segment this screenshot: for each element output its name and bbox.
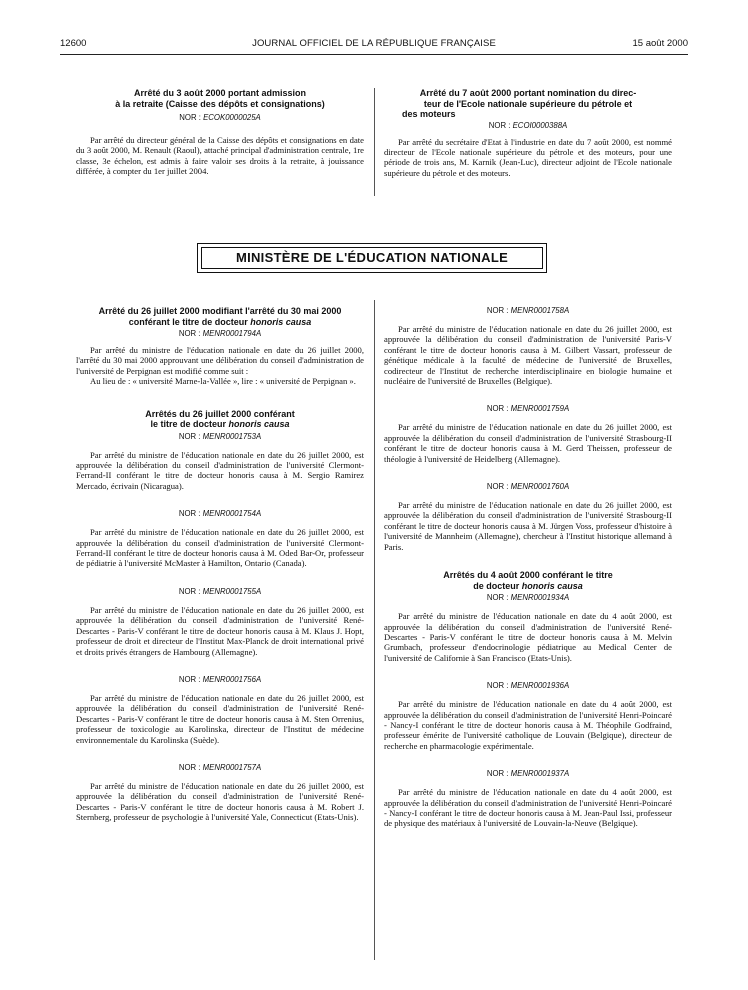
- article-body: Par arrêté du ministre de l'éducation nationale en date du 4 août 2000, est approuvée la délibération du conseil d'administration de l'université René-Descartes - Paris-V conférant le titre de docteur honoris causa à M. Melvin Grumbach, professeur d'endocrinologie pédiatrique au Medical Center de l'université de Californie à San Francisco (Etats-Unis).: [384, 611, 672, 663]
- left-column: [76, 306, 364, 823]
- ministry-banner: [197, 243, 547, 273]
- title-line: Arrêtés du 4 août 2000 conférant le titre: [443, 570, 613, 581]
- running-header: [60, 38, 688, 52]
- nor-reference: [76, 675, 364, 685]
- title-emphasis: honoris causa: [521, 580, 583, 591]
- article-retraite: [76, 88, 364, 177]
- title-text: de docteur: [473, 580, 522, 591]
- nor-label: NOR :: [486, 593, 509, 603]
- article-body: Par arrêté du ministre de l'éducation nationale en date du 4 août 2000, est approuvée la délibération du conseil d'administration de l'université Henri-Poincaré - Nancy-I conférant le titre de docteur honoris causa à M. Théophile Godfraind, professeur émérite de l'université catholique de Louvain (Belgique), directeur de recherche en pharmacologie expérimentale.: [384, 699, 672, 751]
- title-emphasis: honoris causa: [228, 419, 290, 430]
- article-body: Par arrêté du secrétaire d'Etat à l'industrie en date du 7 août 2000, est nommé directeur de l'Ecole nationale supérieure du pétrole et des moteurs, pour une période de trois ans, M. Karnik (Jean-Luc), directeur adjoint de l'Ecole nationale supérieure du pétrole et des moteurs.: [384, 136, 672, 178]
- nor-reference: [384, 593, 672, 603]
- nor-code: MENR0001760A: [510, 482, 570, 492]
- nor-code: MENR0001934A: [510, 593, 570, 603]
- article-body: Par arrêté du directeur général de la Caisse des dépôts et consignations en date du 3 août 2000, M. Renault (Raoul), attaché principal d'administration centrale, 1re classe, 3e échelon, est admis à faire valoir ses droits à la retraite, à jouissance différée, à compter du 1er juillet 2004.: [76, 135, 364, 177]
- nor-code: ECOK0000025A: [203, 113, 261, 122]
- nor-code: MENR0001756A: [202, 674, 262, 684]
- title-line: des moteurs: [402, 109, 456, 119]
- ministry-title: MINISTÈRE DE L'ÉDUCATION NATIONALE: [201, 247, 543, 269]
- title-line: teur de l'Ecole nationale supérieure du pétrole et: [423, 98, 633, 109]
- nor-label: NOR :: [486, 306, 509, 315]
- article-body: Par arrêté du ministre de l'éducation nationale en date du 26 juillet 2000, est approuvée la délibération du conseil d'administration de l'université René-Descartes - Paris-V conférant le titre de docteur honoris causa à M. Klaus J. Hopt, professeur de droit et directeur de l'Institut Max-Planck de droit international privé et droits privés étrangers de Hambourg (Allemagne).: [76, 604, 364, 657]
- header-rule: [60, 54, 688, 55]
- nor-label: NOR :: [178, 509, 201, 519]
- nor-code: MENR0001758A: [510, 306, 570, 315]
- title-line: Arrêté du 26 juillet 2000 modifiant l'arrêté du 30 mai 2000: [98, 306, 342, 316]
- nor-code: MENR0001753A: [202, 431, 262, 441]
- article-nomination: [384, 88, 672, 178]
- nor-reference: [76, 329, 364, 339]
- section-title: [76, 409, 364, 430]
- article-body: Au lieu de : « université Marne-la-Vallée », lire : « université de Perpignan ».: [90, 376, 356, 387]
- right-column: [384, 306, 672, 829]
- page-number: 12600: [60, 38, 87, 49]
- nor-label: NOR :: [178, 674, 201, 684]
- nor-reference: [384, 769, 672, 779]
- issue-date: 15 août 2000: [632, 38, 688, 49]
- nor-reference: [384, 121, 672, 131]
- article-title: [76, 88, 364, 109]
- nor-label: NOR :: [486, 404, 509, 414]
- nor-reference: [76, 113, 364, 123]
- nor-label: NOR :: [486, 769, 509, 779]
- nor-label: NOR :: [178, 762, 201, 772]
- nor-code: MENR0001759A: [510, 404, 570, 414]
- nor-label: NOR :: [179, 113, 201, 122]
- nor-reference: [384, 482, 672, 492]
- nor-reference: [384, 681, 672, 691]
- nor-label: NOR :: [178, 329, 201, 338]
- nor-reference: [76, 587, 364, 597]
- nor-code: MENR0001755A: [202, 586, 262, 596]
- nor-reference: [76, 509, 364, 519]
- column-divider: [374, 300, 375, 960]
- article-body: Par arrêté du ministre de l'éducation nationale en date du 4 août 2000, est approuvée la délibération du conseil d'administration de l'université Henri-Poincaré - Nancy-I conférant le titre de docteur honoris causa à M. Jean-Paul Issi, professeur de physique des matériaux à l'université de Louvain-la-Neuve (Belgique).: [384, 787, 672, 829]
- article-body: Par arrêté du ministre de l'éducation nationale en date du 26 juillet 2000, est approuvée la délibération du conseil d'administration de l'université Paris-V conférant le titre de docteur honoris causa à M. Gilbert Vassart, professeur de génétique médicale à la faculté de médecine de l'université de Bruxelles, codirecteur de l'Institut de recherche interdisciplinaire en biologie humaine et nucléaire de l'université de Bruxelles (Belgique).: [384, 324, 672, 387]
- nor-label: NOR :: [178, 586, 201, 596]
- article-body: Par arrêté du ministre de l'éducation nationale en date du 26 juillet 2000, est approuvée la délibération du conseil d'administration de l'université René-Descartes - Paris-V conférant le titre de docteur honoris causa à M. Sten Orrenius, professeur de toxicologie au Karolinska, directeur de l'Institut de médecine environnementale du Karolinska (Suède).: [76, 692, 364, 745]
- nor-label: NOR :: [486, 482, 509, 492]
- title-emphasis: honoris causa: [250, 316, 312, 327]
- nor-reference: [76, 432, 364, 442]
- nor-label: NOR :: [488, 120, 511, 130]
- title-line: Arrêté du 3 août 2000 portant admission: [133, 88, 307, 98]
- nor-label: NOR :: [486, 681, 509, 691]
- nor-reference: [76, 763, 364, 773]
- section-title: [384, 570, 672, 591]
- nor-code: MENR0001794A: [202, 329, 262, 338]
- article-body: Par arrêté du ministre de l'éducation nationale en date du 26 juillet 2000, l'arrêté du 30 mai 2000 approuvant une délibération du conseil d'administration de l'université de Perpignan est modifié comme suit :: [76, 345, 364, 376]
- article-body: Par arrêté du ministre de l'éducation nationale en date du 26 juillet 2000, est approuvée la délibération du conseil d'administration de l'université René-Descartes - Paris-V conférant le titre de docteur honoris causa à M. Robert J. Sternberg, professeur de psychologie à l'université Yale, Connecticut (Etats-Unis).: [76, 780, 364, 823]
- nor-code: MENR0001937A: [510, 769, 570, 779]
- nor-label: NOR :: [178, 431, 201, 441]
- title-line: à la retraite (Caisse des dépôts et consignations): [115, 98, 325, 109]
- nor-code: ECOI0000388A: [512, 120, 568, 130]
- title-text: conférant le titre de docteur: [128, 316, 251, 327]
- article-body: Par arrêté du ministre de l'éducation nationale en date du 26 juillet 2000, est approuvée la délibération du conseil d'administration de l'université Strasbourg-II conférant le titre de docteur honoris causa à M. Gerd Theissen, professeur de théologie à l'université de Heidelberg (Allemagne).: [384, 422, 672, 464]
- nor-reference: [384, 404, 672, 414]
- nor-reference: [384, 306, 672, 316]
- nor-code: MENR0001757A: [202, 762, 262, 772]
- title-line: Arrêtés du 26 juillet 2000 conférant: [145, 408, 295, 419]
- nor-code: MENR0001936A: [510, 681, 570, 691]
- journal-title: JOURNAL OFFICIEL DE LA RÉPUBLIQUE FRANÇAISE: [252, 38, 496, 49]
- article-body: Par arrêté du ministre de l'éducation nationale en date du 26 juillet 2000, est approuvée la délibération du conseil d'administration de l'université Strasbourg-II conférant le titre de docteur honoris causa à M. Jürgen Voss, professeur d'histoire à l'université de Mannheim (Allemagne), chercheur à l'Institut historique allemand à Paris.: [384, 500, 672, 552]
- column-divider: [374, 88, 375, 196]
- nor-code: MENR0001754A: [202, 509, 262, 519]
- article-title: [384, 88, 672, 120]
- title-line: Arrêté du 7 août 2000 portant nomination du direc-: [419, 88, 637, 98]
- title-text: le titre de docteur: [150, 419, 229, 430]
- article-title: [76, 306, 364, 327]
- article-body: Par arrêté du ministre de l'éducation nationale en date du 26 juillet 2000, est approuvée la délibération du conseil d'administration de l'université Clermont-Ferrand-II conférant le titre de docteur honoris causa à M. Sergio Ramirez Mercado, écrivain (Nicaragua).: [76, 449, 364, 491]
- article-body: Par arrêté du ministre de l'éducation nationale en date du 26 juillet 2000, est approuvée la délibération du conseil d'administration de l'université Clermont-Ferrand-II conférant le titre de docteur honoris causa à M. Oded Bar-Or, professeur de pédiatrie à l'université McMaster à Hamilton, Ontario (Canada).: [76, 527, 364, 569]
